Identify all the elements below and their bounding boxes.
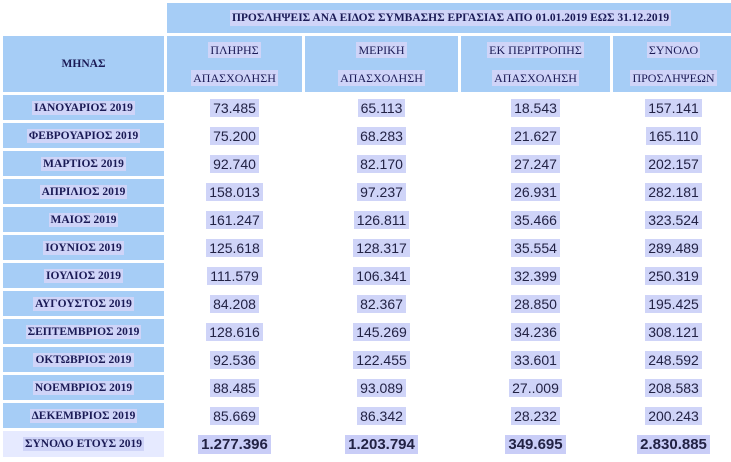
total-rotation-value: 349.695 (505, 435, 565, 454)
value-cell-total (613, 151, 731, 176)
month-label: ΙΟΥΛΙΟΣ 2019 (46, 269, 121, 282)
value-cell-total (613, 123, 731, 148)
total-part-value: 1.203.794 (345, 435, 418, 454)
month-label: ΙΟΥΝΙΟΣ 2019 (45, 241, 122, 254)
value-cell-full (167, 95, 302, 120)
col-header-line2: ΠΡΟΣΛΗΨΕΩΝ (632, 71, 715, 85)
total-value: 289.489 (645, 239, 702, 257)
table-row (3, 151, 731, 176)
month-cell (3, 95, 164, 120)
total-total (613, 431, 731, 457)
part-value: 82.367 (357, 295, 406, 313)
month-cell (3, 319, 164, 344)
rotation-value: 33.601 (511, 351, 560, 369)
month-label: ΦΕΒΡΟΥΑΡΙΟΣ 2019 (28, 129, 139, 142)
col-header-total (613, 36, 731, 92)
col-header-line2: ΑΠΑΣΧΟΛΗΣΗ (340, 71, 423, 85)
month-label: ΣΕΠΤΕΜΒΡΙΟΣ 2019 (27, 325, 140, 338)
month-label: ΟΚΤΩΒΡΙΟΣ 2019 (35, 353, 132, 366)
total-value: 200.243 (645, 407, 702, 425)
value-cell-part (305, 179, 458, 204)
full-value: 88.485 (210, 379, 259, 397)
month-cell (3, 207, 164, 232)
value-cell-rotation (461, 123, 610, 148)
full-value: 111.579 (207, 267, 262, 285)
rotation-value: 28.232 (511, 407, 560, 425)
value-cell-rotation (461, 291, 610, 316)
full-value: 128.616 (206, 323, 263, 341)
month-label: ΔΕΚΕΜΒΡΙΟΣ 2019 (31, 409, 136, 422)
value-cell-rotation (461, 207, 610, 232)
month-cell (3, 123, 164, 148)
month-header-text: ΜΗΝΑΣ (61, 58, 106, 70)
month-cell (3, 375, 164, 400)
value-cell-part (305, 347, 458, 372)
total-value: 250.319 (645, 267, 702, 285)
month-cell (3, 403, 164, 428)
value-cell-full (167, 375, 302, 400)
rotation-value: 32.399 (511, 267, 560, 285)
table-row (3, 403, 731, 428)
table-row (3, 319, 731, 344)
value-cell-part (305, 207, 458, 232)
total-value: 195.425 (645, 295, 702, 313)
value-cell-full (167, 151, 302, 176)
part-value: 106.341 (353, 267, 410, 285)
value-cell-rotation (461, 403, 610, 428)
value-cell-total (613, 319, 731, 344)
part-value: 86.342 (357, 407, 406, 425)
col-header-line1: ΕΚ ΠΕΡΙΤΡΟΠΗΣ (489, 43, 582, 57)
table-row (3, 179, 731, 204)
table-row (3, 347, 731, 372)
value-cell-total (613, 403, 731, 428)
value-cell-rotation (461, 179, 610, 204)
value-cell-rotation (461, 235, 610, 260)
part-value: 68.283 (357, 127, 406, 145)
total-full-value: 1.277.396 (198, 435, 271, 454)
value-cell-total (613, 179, 731, 204)
part-value: 122.455 (353, 351, 410, 369)
value-cell-full (167, 291, 302, 316)
full-value: 73.485 (210, 99, 259, 117)
month-label: ΝΟΕΜΒΡΙΟΣ 2019 (34, 381, 133, 394)
value-cell-total (613, 207, 731, 232)
full-value: 75.200 (210, 127, 259, 145)
total-rotation (461, 431, 610, 457)
table-title (167, 3, 731, 33)
total-value: 323.524 (645, 211, 702, 229)
table-row (3, 123, 731, 148)
value-cell-rotation (461, 263, 610, 288)
month-label: ΜΑΙΟΣ 2019 (50, 213, 117, 226)
value-cell-total (613, 291, 731, 316)
value-cell-total (613, 263, 731, 288)
part-value: 145.269 (353, 323, 410, 341)
value-cell-full (167, 123, 302, 148)
value-cell-total (613, 235, 731, 260)
table-row (3, 375, 731, 400)
part-value: 128.317 (353, 239, 410, 257)
col-header-part (305, 36, 458, 92)
full-value: 84.208 (210, 295, 259, 313)
rotation-value: 21.627 (511, 127, 560, 145)
rotation-value: 35.554 (511, 239, 560, 257)
col-header-full (167, 36, 302, 92)
value-cell-rotation (461, 347, 610, 372)
table-title-text: ΠΡΟΣΛΗΨΕΙΣ ΑΝΑ ΕΙΔΟΣ ΣΥΜΒΑΣΗΣ ΕΡΓΑΣΙΑΣ ΑΠΟ 01.01.2019 ΕΩΣ 31.12.2019 (231, 12, 670, 24)
value-cell-full (167, 347, 302, 372)
value-cell-rotation (461, 151, 610, 176)
rotation-value: 26.931 (511, 183, 560, 201)
value-cell-part (305, 403, 458, 428)
part-value: 126.811 (354, 211, 410, 229)
month-cell (3, 291, 164, 316)
col-header-line2: ΑΠΑΣΧΟΛΗΣΗ (193, 71, 276, 85)
month-label: ΑΠΡΙΛΙΟΣ 2019 (41, 185, 126, 198)
table-body (3, 95, 731, 428)
total-value: 248.592 (645, 351, 702, 369)
col-header-rotation (461, 36, 610, 92)
month-label: ΜΑΡΤΙΟΣ 2019 (43, 157, 124, 170)
full-value: 85.669 (210, 407, 259, 425)
part-value: 93.089 (357, 379, 406, 397)
full-value: 92.536 (210, 351, 259, 369)
col-header-line1: ΠΛΗΡΗΣ (210, 43, 259, 57)
col-header-line1: ΜΕΡΙΚΗ (358, 43, 405, 57)
value-cell-rotation (461, 319, 610, 344)
value-cell-full (167, 207, 302, 232)
full-value: 125.618 (206, 239, 263, 257)
total-value: 165.110 (646, 127, 702, 145)
rotation-value: 18.543 (511, 99, 560, 117)
total-value: 308.121 (645, 323, 702, 341)
month-cell (3, 235, 164, 260)
value-cell-part (305, 263, 458, 288)
value-cell-part (305, 375, 458, 400)
part-value: 65.113 (358, 99, 406, 117)
table-row (3, 291, 731, 316)
part-value: 82.170 (357, 155, 406, 173)
value-cell-full (167, 403, 302, 428)
total-value: 282.181 (645, 183, 702, 201)
value-cell-part (305, 291, 458, 316)
month-cell (3, 263, 164, 288)
month-label: ΙΑΝΟΥΑΡΙΟΣ 2019 (34, 101, 133, 114)
value-cell-full (167, 235, 302, 260)
month-header (3, 36, 164, 92)
value-cell-total (613, 347, 731, 372)
total-value: 157.141 (645, 99, 702, 117)
total-part (305, 431, 458, 457)
total-row (3, 431, 731, 457)
total-total-value: 2.830.885 (637, 435, 710, 454)
value-cell-part (305, 95, 458, 120)
value-cell-full (167, 263, 302, 288)
total-value: 202.157 (645, 155, 702, 173)
total-label-text: ΣΥΝΟΛΟ ΕΤΟΥΣ 2019 (24, 438, 143, 450)
corner-blank (3, 3, 164, 33)
value-cell-part (305, 319, 458, 344)
full-value: 161.247 (206, 211, 263, 229)
total-full (167, 431, 302, 457)
total-value: 208.583 (645, 379, 702, 397)
month-cell (3, 347, 164, 372)
value-cell-full (167, 179, 302, 204)
full-value: 158.013 (206, 183, 263, 201)
month-cell (3, 151, 164, 176)
value-cell-part (305, 123, 458, 148)
col-header-line1: ΣΥΝΟΛΟ (648, 43, 699, 57)
table-row (3, 263, 731, 288)
rotation-value: 28.850 (511, 295, 560, 313)
value-cell-rotation (461, 95, 610, 120)
value-cell-rotation (461, 375, 610, 400)
value-cell-total (613, 95, 731, 120)
value-cell-full (167, 319, 302, 344)
table-row (3, 207, 731, 232)
rotation-value: 27.247 (511, 155, 560, 173)
rotation-value: 35.466 (511, 211, 560, 229)
rotation-value: 34.236 (511, 323, 560, 341)
value-cell-part (305, 151, 458, 176)
value-cell-part (305, 235, 458, 260)
total-label (3, 431, 164, 457)
full-value: 92.740 (210, 155, 259, 173)
table-row (3, 235, 731, 260)
col-header-line2: ΑΠΑΣΧΟΛΗΣΗ (494, 71, 577, 85)
value-cell-total (613, 375, 731, 400)
month-label: ΑΥΓΟΥΣΤΟΣ 2019 (35, 297, 132, 310)
rotation-value: 27..009 (509, 379, 562, 397)
table-row (3, 95, 731, 120)
part-value: 97.237 (357, 183, 406, 201)
month-cell (3, 179, 164, 204)
